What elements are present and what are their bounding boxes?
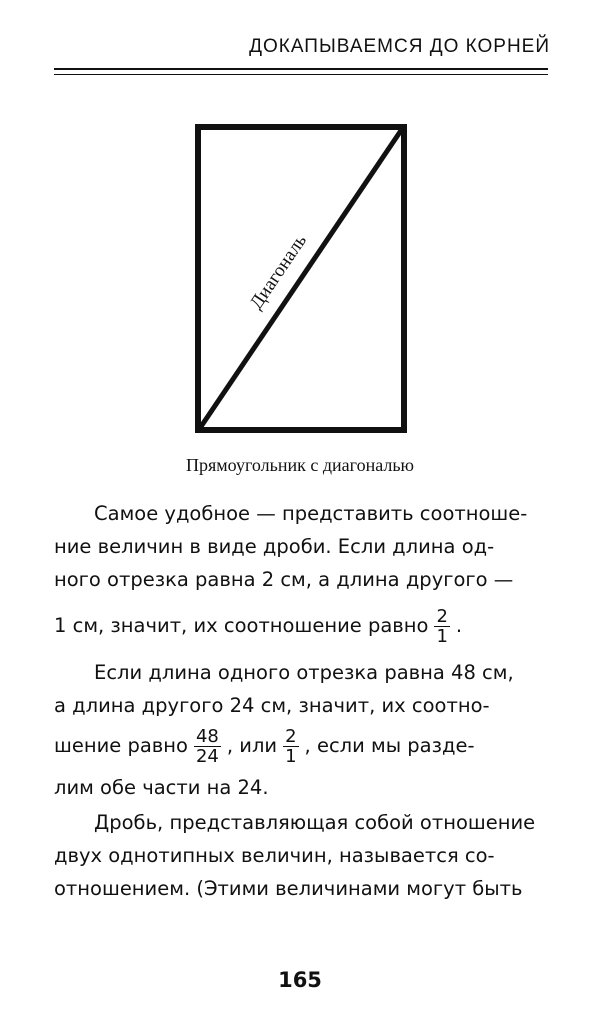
text-line-end: .: [455, 614, 463, 637]
text-line: отношением. (Этими величинами могут быть: [54, 877, 523, 900]
text-line-end: , если мы разде-: [304, 734, 475, 757]
fraction-denominator: 1: [436, 626, 448, 647]
fraction-numerator: 48: [195, 726, 219, 747]
figure-caption: Прямоугольник с диагональю: [185, 455, 414, 475]
text-line-with-fractions: [54, 726, 548, 766]
fraction-denominator: 1: [285, 746, 297, 767]
text-line: ного отрезка равна 2 см, а длина другого —: [54, 568, 514, 591]
fraction: [434, 607, 449, 646]
text-line-with-fraction: [54, 606, 548, 646]
fraction-denominator: 24: [195, 746, 219, 767]
text-line-content: , или: [226, 734, 278, 757]
rectangle-diagram: [0, 0, 600, 440]
text-line-content: 1 см, значит, их соотношение равно: [54, 614, 429, 637]
text-line: а длина другого 24 см, значит, их соотно-: [54, 694, 490, 717]
diagonal-line: [200, 129, 402, 428]
text-line: Дробь, представляющая собой отношение: [94, 811, 536, 834]
text-line-content: Самое удобное — представить соотноше-: [94, 502, 528, 525]
diagonal-label: Диагональ: [245, 230, 311, 314]
text-line: лим обе части на 24.: [54, 776, 269, 799]
text-line-content: шение равно: [54, 734, 188, 757]
fraction: [283, 727, 298, 766]
text-line: Если длина одного отрезка равна 48 см,: [94, 661, 514, 684]
page-number: 165: [278, 968, 322, 992]
text-line: ние величин в виде дроби. Если длина од-: [54, 535, 495, 558]
fraction-numerator: 2: [436, 606, 448, 627]
text-line: двух однотипных величин, называется со-: [54, 844, 495, 867]
fraction: [194, 727, 221, 766]
running-head: ДОКАПЫВАЕМСЯ ДО КОРНЕЙ: [249, 36, 550, 57]
fraction-numerator: 2: [285, 726, 297, 747]
text-line: [94, 497, 548, 530]
